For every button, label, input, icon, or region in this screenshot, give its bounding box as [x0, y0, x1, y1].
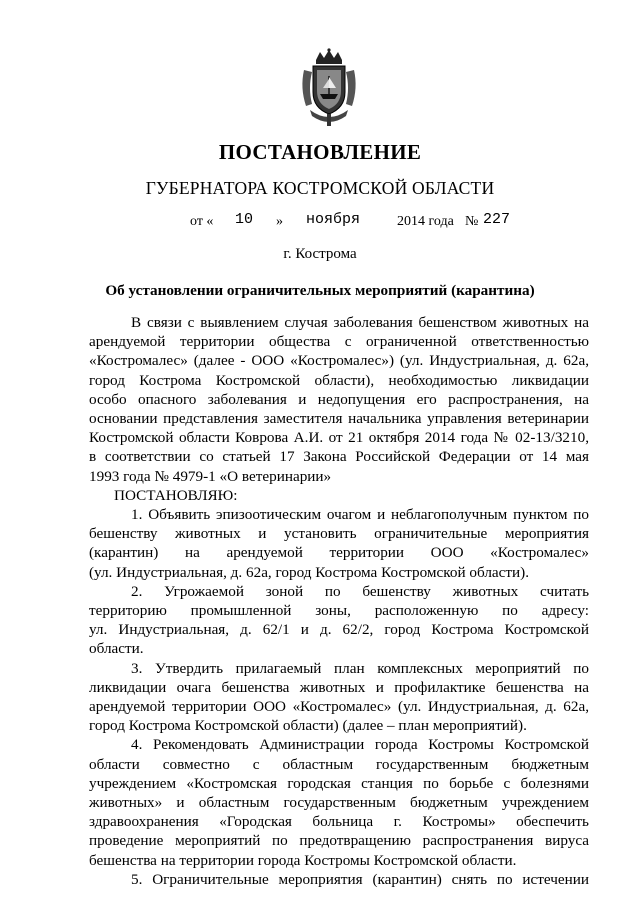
- body-line: области совместно с областным государственным бюджетным: [89, 755, 589, 773]
- body-line: город Кострома Костромской области), необходимостью ликвидации: [89, 371, 589, 389]
- body-line: «Костромалес» (далее - ООО «Костромалес») (ул. Индустриальная, д. 62а,: [89, 352, 589, 370]
- body-line: 1993 года № 4979-1 «О ветеринарии»: [89, 467, 332, 485]
- body-line: 4. Рекомендовать Администрации города Костромы Костромской: [131, 736, 589, 754]
- body-line: 5. Ограничительные мероприятия (карантин) снять по истечении: [131, 870, 589, 888]
- issuing-authority: ГУБЕРНАТОРА КОСТРОМСКОЙ ОБЛАСТИ: [145, 178, 495, 198]
- body-line: ул. Индустриальная, д. 62/1 и д. 62/2, город Кострома Костромской: [89, 621, 589, 639]
- body-line: 2. Угрожаемой зоной по бешенству животных считать: [131, 582, 589, 600]
- date-quote-close: »: [276, 214, 283, 229]
- body-line: (ул. Индустриальная, д. 62а, город Кострома Костромской области).: [89, 563, 530, 581]
- date-day: 10: [235, 211, 254, 228]
- body-line: основании представления заместителя начальника управления ветеринарии: [89, 410, 589, 428]
- body-line: город Кострома Костромской области) (далее – план мероприятий).: [89, 717, 527, 735]
- date-number-line: [0, 211, 640, 233]
- body-line: территорию промышленной зоны, расположенную по адресу:: [89, 602, 589, 620]
- body-line: особо опасного заболевания и недопущения его распространения, на: [89, 390, 589, 408]
- body-line: проведение мероприятий по предотвращению распространения вируса: [89, 832, 589, 850]
- document-number: 227: [483, 211, 511, 228]
- body-line: 1. Объявить эпизоотическим очагом и неблагополучным пунктом по: [131, 506, 589, 524]
- date-prefix: от «: [190, 214, 214, 229]
- document-body: [89, 313, 589, 889]
- date-month: ноября: [306, 211, 361, 228]
- body-line: области.: [89, 640, 144, 658]
- body-line: арендуемой территории общества с ограниченной ответственностью: [89, 333, 589, 351]
- date-year: 2014 года: [397, 214, 454, 229]
- city-line: г. Кострома: [283, 246, 357, 262]
- body-line: бешенству животных и установить ограничительные мероприятия: [89, 525, 589, 543]
- body-line: арендуемой территории ООО «Костромалес» (ул. Индустриальная, д. 62а,: [89, 698, 589, 716]
- body-line: (карантин) на арендуемой территории ООО «Костромалес»: [89, 544, 589, 562]
- body-line: бешенства на территории города Костромы Костромской области.: [89, 851, 517, 869]
- body-line: здравоохранения «Городская больница г. Костромы» обеспечить: [89, 813, 589, 831]
- body-line: 3. Утвердить прилагаемый план комплексных мероприятий по: [131, 659, 589, 677]
- body-line: учреждением «Костромская городская станция по борьбе с болезнями: [89, 774, 589, 792]
- body-line: ликвидации очага бешенства животных и профилактике бешенства на: [89, 678, 589, 696]
- body-line: в соответствии со статьей 17 Закона Российской Федерации от 14 мая: [89, 448, 589, 466]
- kostroma-coat-of-arms-icon: [300, 48, 358, 128]
- body-line: В связи с выявлением случая заболевания бешенством животных на: [131, 314, 589, 331]
- decree-word: ПОСТАНОВЛЯЮ:: [114, 486, 238, 504]
- body-line: Костромской области Коврова А.И. от 21 октября 2014 года № 02-13/3210,: [89, 429, 589, 447]
- number-sign: №: [465, 214, 479, 229]
- document-subject: Об установлении ограничительных мероприятий (карантина): [105, 282, 535, 299]
- document-type: ПОСТАНОВЛЕНИЕ: [218, 140, 422, 164]
- body-line: животных» и областным государственным бюджетным учреждением: [89, 794, 589, 812]
